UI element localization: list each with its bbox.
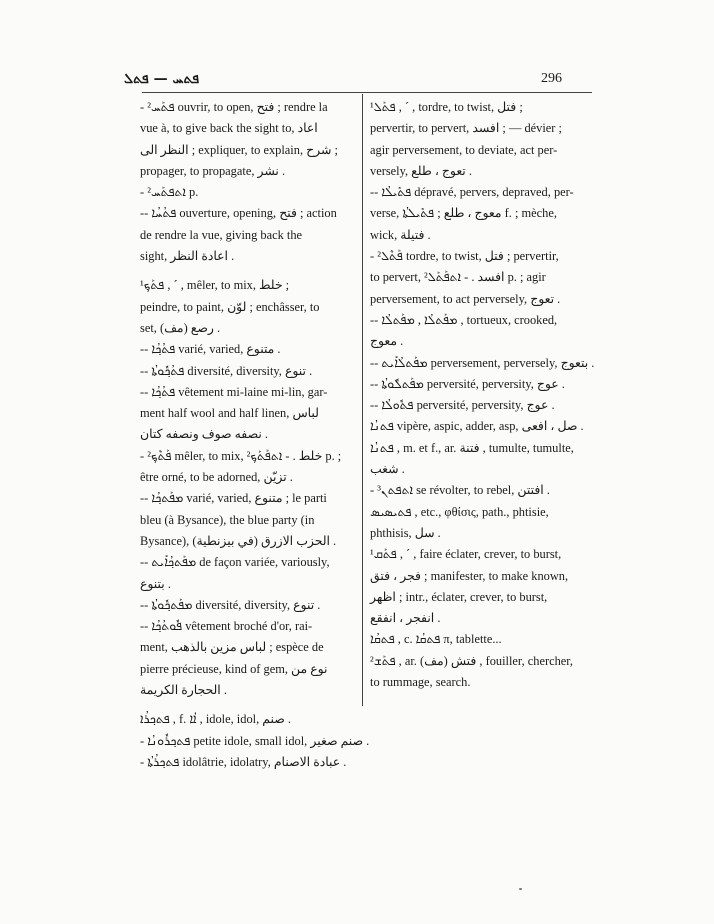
dictionary-line: ment, لباس مزين بالذهب ; espèce de	[140, 640, 324, 655]
dictionary-line: pierre précieuse, kind of gem, نوع من	[140, 661, 328, 676]
left-column	[140, 97, 370, 773]
dictionary-line: sight, اعادة النظر .	[140, 249, 235, 264]
header-rule	[142, 92, 592, 93]
dictionary-line: ܦܬܝܣܝܣ , etc., φθίσις, path., phtisie,	[370, 504, 549, 519]
dictionary-line: -- ܦܬܳܟ݂ܽܘܬܳܐ diversité, diversity, تنوع .	[140, 363, 313, 378]
dictionary-line: ¹ܦܬܰܩ , ´ , faire éclater, crever, to burst,	[370, 547, 562, 562]
dictionary-line: -- ܦܬܽܘܠܳܐ perversité, perversity, عوج .	[370, 398, 555, 413]
entry-gap	[140, 267, 352, 275]
dictionary-line: ܦܬܩܳܐ , c. ܦܬܩܳܐ π, tablette...	[370, 632, 502, 647]
dictionary-line: -- ܦܬܺܝܠܳܐ dépravé, pervers, depraved, per-	[370, 185, 574, 200]
right-column	[370, 97, 595, 693]
dictionary-line: -- ܡܦܰܬܠܳܐܺܝܬ perversement, perversely, بتعوج .	[370, 355, 595, 370]
dictionary-line: - ܦܬܟ݂ܪܽܘܢܳܐ petite idole, small idol, صنم صغير .	[140, 733, 370, 748]
dictionary-line: phthisis, سل .	[370, 525, 441, 540]
dictionary-line: bleu (à Bysance), the blue party (in	[140, 512, 315, 527]
dictionary-line: -- ܦܬܳܟ݂ܳܐ varié, varied, متنوع .	[140, 342, 281, 357]
dictionary-line: فجر ، فتق ; manifester, to make known,	[370, 568, 569, 583]
dictionary-line: ¹ܦܬܰܟ݂ , ´ , mêler, to mix, خلط ;	[140, 278, 290, 293]
column-divider	[362, 94, 363, 706]
dictionary-line: اظهر ; intr., éclater, crever, to burst,	[370, 589, 548, 604]
dictionary-line: انفجر ، انفقع .	[370, 611, 441, 626]
dictionary-line: -- ܡܦܰܬܟ݂ܳܐܺܝܬ de façon variée, variously,	[140, 555, 330, 570]
dictionary-line: -- ܡܦܰܬܟ݂ܳܐ varié, varied, متنوع ; le parti	[140, 491, 327, 506]
dictionary-line: - ܦܰܬܶܟ݂² mêler, to mix, خلط . - ܐܬܦܰܬܰܟ݂² p. ;	[140, 448, 342, 463]
dictionary-line: النظر الى ; expliquer, to explain, شرح ;	[140, 142, 338, 157]
dictionary-line: -- ܦܽܘܬܳܟ݂ܳܐ vêtement broché d'or, rai-	[140, 619, 313, 634]
dictionary-line: - ܦܬܰܚ² ouvrir, to open, فتح ; rendre la	[140, 100, 328, 114]
dictionary-line: propager, to propagate, نشر .	[140, 163, 286, 178]
dictionary-line: - ܐܬܦܬܰܚ² p.	[140, 185, 199, 200]
dictionary-line: versely, تعوج ، طلع .	[370, 163, 472, 178]
running-head: ܦܬܚ — ܦܬܠ	[124, 71, 200, 87]
dictionary-line: نصفه صوف ونصفه كتان .	[140, 427, 268, 442]
dictionary-line: Bysance), الحزب الازرق (في بيزنطية) .	[140, 533, 337, 548]
dictionary-line: بتنوع .	[140, 576, 171, 591]
dictionary-line: ²ܦܬܰܫ , ar. (مف) فتش , fouiller, chercher,	[370, 653, 574, 668]
dictionary-line: - ܐܬܦܬܢ³ se révolter, to rebel, افتتن .	[370, 483, 550, 498]
paper-speck	[519, 888, 522, 890]
dictionary-line: -- ܡܦܰܬܟ݂ܽܘܬܳܐ diversité, diversity, تنوع .	[140, 597, 321, 612]
dictionary-line: to pervert, افسد . - ܐܬܦܰܬܰܠ² p. ; agir	[370, 270, 546, 285]
dictionary-line: ܦܬܟ݂ܪܳܐ , f. ܐܳܐ , idole, idol, صنم .	[140, 712, 292, 727]
dictionary-line: - ܦܬܟ݂ܪܳܬܳܐ idolâtrie, idolatry, عبادة الاصنام .	[140, 754, 347, 769]
dictionary-line: être orné, to be adorned, تزيّن .	[140, 470, 293, 485]
dictionary-line: ¹ܦܬܰܠ , ´ , tordre, to twist, فتل ;	[370, 100, 523, 114]
dictionary-line: perversement, to act perversely, تعوج .	[370, 291, 561, 306]
dictionary-line: الحجارة الكريمة .	[140, 683, 227, 698]
dictionary-line: set, (مف) رصع .	[140, 320, 221, 335]
dictionary-line: agir perversement, to deviate, act per-	[370, 142, 558, 157]
dictionary-line: ment half wool and half linen, لباس	[140, 406, 319, 421]
dictionary-line: شغب .	[370, 462, 405, 477]
dictionary-line: wick, فتيلة .	[370, 227, 431, 242]
dictionary-line: - ܦܰܬܶܠ² tordre, to twist, فتل ; pervertir,	[370, 249, 559, 264]
dictionary-line: -- ܡܦܰܬܠܽܘܬܳܐ perversité, perversity, عوج .	[370, 376, 565, 391]
dictionary-line: ܦܬܢܳܐ , m. et f., ar. فتنة , tumulte, tumulte,	[370, 440, 574, 455]
dictionary-line: ܦܬܢܳܐ vipère, aspic, adder, asp, صل ، افعى .	[370, 419, 584, 434]
dictionary-line: -- ܦܬܳܚܳܐ ouverture, opening, فتح ; action	[140, 206, 337, 221]
dictionary-line: -- ܦܬܳܟ݂ܳܐ vêtement mi-laine mi-lin, gar-	[140, 384, 328, 399]
dictionary-line: pervertir, to pervert, افسد ; — dévier ;	[370, 121, 562, 136]
dictionary-line: de rendre la vue, giving back the	[140, 227, 303, 242]
page-number: 296	[541, 71, 562, 86]
dictionary-line: معوج .	[370, 334, 404, 349]
dictionary-line: to rummage, search.	[370, 675, 471, 690]
dictionary-line: peindre, to paint, لوّن ; enchâsser, to	[140, 299, 320, 314]
dictionary-line: -- ܡܦܰܬܠܳܐ , ܡܦܰܬܠܳܐ , tortueux, crooked,	[370, 312, 558, 327]
dictionary-line: vue à, to give back the sight to, اعاد	[140, 121, 318, 136]
entry-gap	[140, 701, 352, 709]
dictionary-line: verse, معوج ، طلع ; ܦܬܺܝܠܬܳܐ f. ; mèche,	[370, 206, 557, 221]
